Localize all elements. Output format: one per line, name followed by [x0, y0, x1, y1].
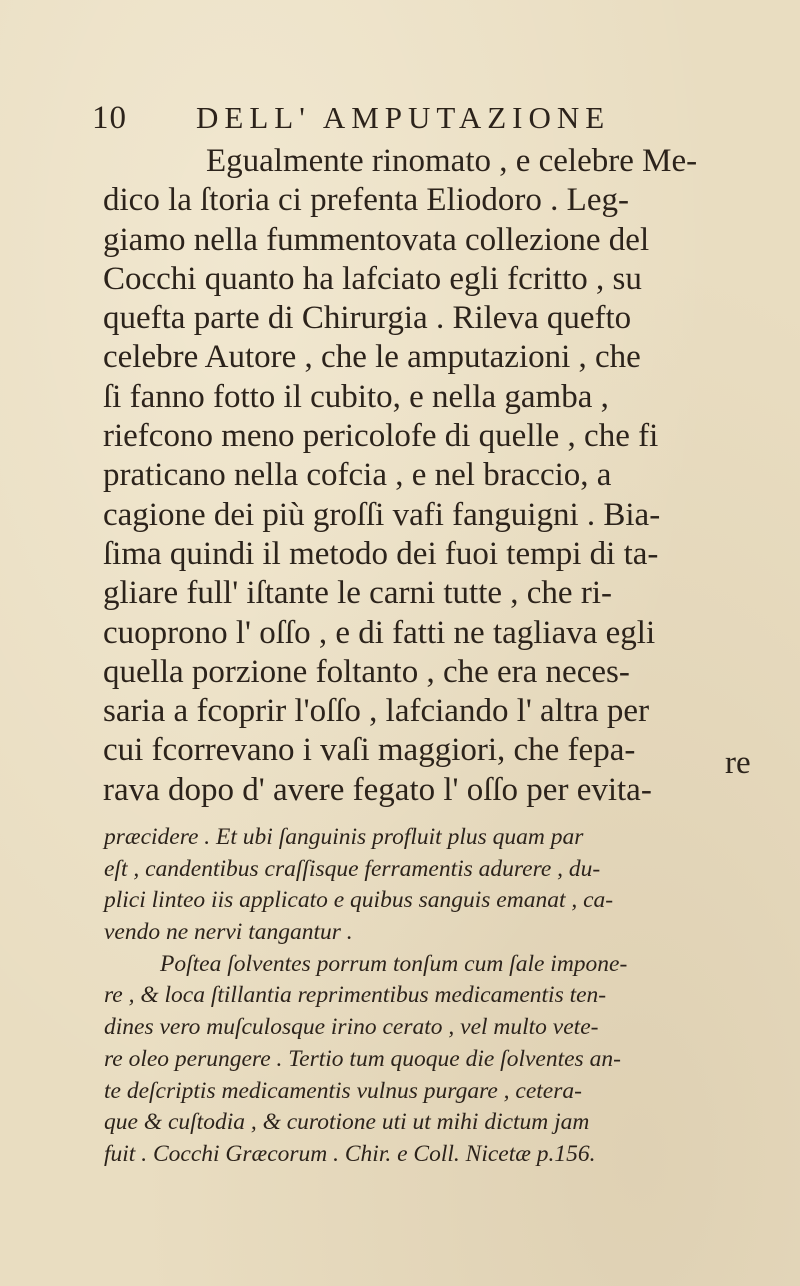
text-line: celebre Autore , che le amputazioni , che	[103, 339, 641, 376]
footnote-line: præcidere . Et ubi ſanguinis profluit plus quam par	[104, 824, 584, 850]
text-line: quefta parte di Chirurgia . Rileva quefto	[103, 300, 632, 337]
text-line: Egualmente rinomato , e celebre Me-	[206, 143, 698, 179]
text-line: Cocchi quanto ha lafciato egli fcritto , su	[103, 260, 642, 297]
text-line: giamo nella fummentovata collezione del	[103, 221, 650, 258]
text-line: riefcono meno pericolofe di quelle , che fi	[103, 418, 659, 455]
text-line: dico la ſtoria ci prefenta Eliodoro . Leg-	[103, 182, 629, 219]
running-head: DELL' AMPUTAZIONE	[196, 100, 611, 135]
text-line: gliare full' iſtante le carni tutte , che ri-	[103, 575, 612, 612]
text-line: ſi fanno fotto il cubito, e nella gamba ,	[103, 378, 609, 415]
text-line: cui fcorrevano i vaſi maggiori, che fepa-	[103, 732, 636, 769]
text-line: quella porzione foltanto , che era neces-	[103, 653, 630, 690]
footnote-line: re , & loca ſtillantia reprimentibus medicamentis ten-	[104, 982, 607, 1009]
footnote-line: vendo ne nervi tangantur .	[104, 919, 353, 946]
catchword: re	[725, 745, 751, 781]
text-line: saria a fcoprir l'oſſo , lafciando l' altra per	[103, 693, 650, 730]
footnote-line: te deſcriptis medicamentis vulnus purgare , cetera-	[104, 1077, 582, 1104]
footnote-line: fuit . Cocchi Græcorum . Chir. e Coll. Nicetæ p.156.	[104, 1140, 596, 1167]
page-header	[92, 100, 752, 140]
footnote-line: Poſtea ſolventes porrum tonſum cum ſale impone-	[160, 950, 628, 977]
footnote-line: dines vero muſculosque irino cerato , vel multo vete-	[104, 1014, 599, 1041]
footnote-line: re oleo perungere . Tertio tum quoque die ſolventes an-	[104, 1045, 621, 1072]
text-line: praticano nella cofcia , e nel braccio, a	[103, 457, 612, 494]
text-line: cuoprono l' oſſo , e di fatti ne tagliava egli	[103, 614, 656, 651]
footnote-line: plici linteo iis applicato e quibus sanguis emanat , ca-	[104, 887, 614, 914]
text-line: cagione dei più groſſi vafi fanguigni . Bia-	[103, 496, 661, 533]
main-text	[103, 142, 763, 810]
text-line: ſima quindi il metodo dei fuoi tempi di ta-	[103, 535, 659, 572]
footnote	[104, 822, 764, 1171]
footnote-line: eſt , candentibus craſſisque ferramentis adurere , du-	[104, 855, 601, 882]
footnote-line: que & cuſtodia , & curotione uti ut mihi dictum jam	[104, 1109, 590, 1136]
text-line: rava dopo d' avere fegato l' oſſo per evita-	[103, 771, 652, 808]
page-number: 10	[92, 100, 127, 136]
